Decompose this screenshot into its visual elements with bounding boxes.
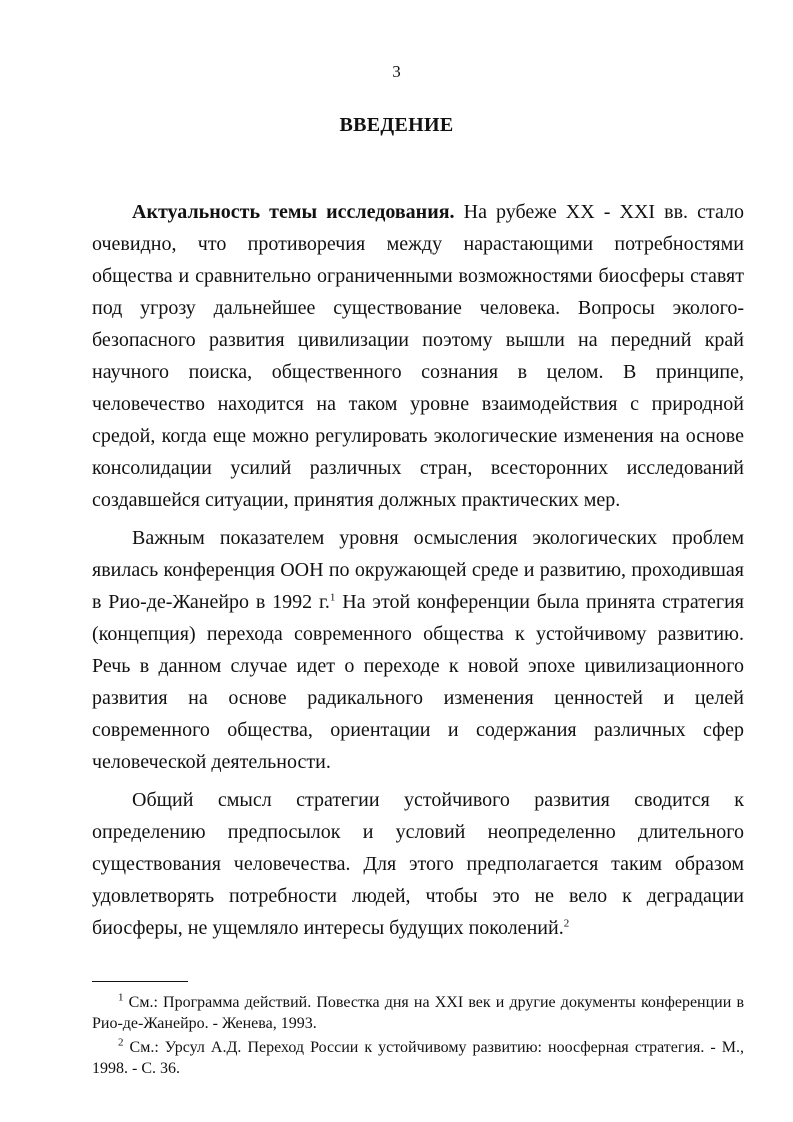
paragraph-text: Общий смысл стратегии устойчивого развития сводится к определению предпосылок и условий неопределенно длительного существования человечества. Для этого предполагается таким образом удовлетворять потребности людей, чтобы это не вело к деградации биосферы, не ущемляло интересы будущих поколений.	[92, 789, 744, 939]
paragraph-lead: Актуальность темы исследования.	[132, 201, 455, 223]
footnote-1	[92, 992, 744, 1034]
page-number: 3	[392, 62, 401, 81]
footnote-reference[interactable]: 2	[563, 917, 570, 930]
footnote-marker: 2	[118, 1036, 124, 1049]
page-title: ВВЕДЕНИЕ	[339, 114, 454, 136]
footnote-marker: 1	[118, 991, 124, 1004]
paragraph-un-conference	[92, 522, 744, 778]
footnote-text: См.: Программа действий. Повестка дня на XXI век и другие документы конференции в Рио-де-Жанейро. - Женева, 1993.	[92, 994, 744, 1032]
paragraph-text: На рубеже XX - XXI вв. стало очевидно, что противоречия между нарастающими потребностями общества и сравнительно ограниченными возможностями биосферы ставят под угрозу дальнейшее существование человека. Вопросы экологобезопасного развития цивилизации поэтому вышли на передний край научного поиска, общественного сознания в целом. В принципе, человечество находится на таком уровне взаимодействия с природной средой, когда еще можно регулировать экологические изменения на основе консолидации усилий различных стран, всесторонних исследований создавшейся ситуации, принятия должных практических мер.	[92, 201, 745, 511]
body-text	[92, 196, 744, 944]
footnote-separator	[92, 981, 188, 982]
footnote-reference[interactable]: 1	[329, 591, 336, 604]
paragraph-text: На этой конференции была принята стратегия (концепция) перехода современного общества к устойчивому развитию. Речь в данном случае идет о переходе к новой эпохе цивилизационного развития на основе радикального изменения ценностей и целей современного общества, ориентации и содержания различных сфер человеческой деятельности.	[92, 591, 744, 773]
footnotes	[92, 992, 744, 1079]
paragraph-sustainable-development	[92, 784, 744, 944]
footnote-text: См.: Урсул А.Д. Переход России к устойчивому развитию: ноосферная стратегия. - М., 1998. - С. 36.	[92, 1039, 744, 1077]
footnote-2	[92, 1037, 744, 1079]
paragraph-relevance	[92, 196, 744, 516]
paragraph-text: Важным показателем уровня осмысления экологических проблем явилась конференция ООН по окружающей среде и развитию, проходившая в Рио-де-Жанейро в 1992 г.	[92, 527, 744, 613]
